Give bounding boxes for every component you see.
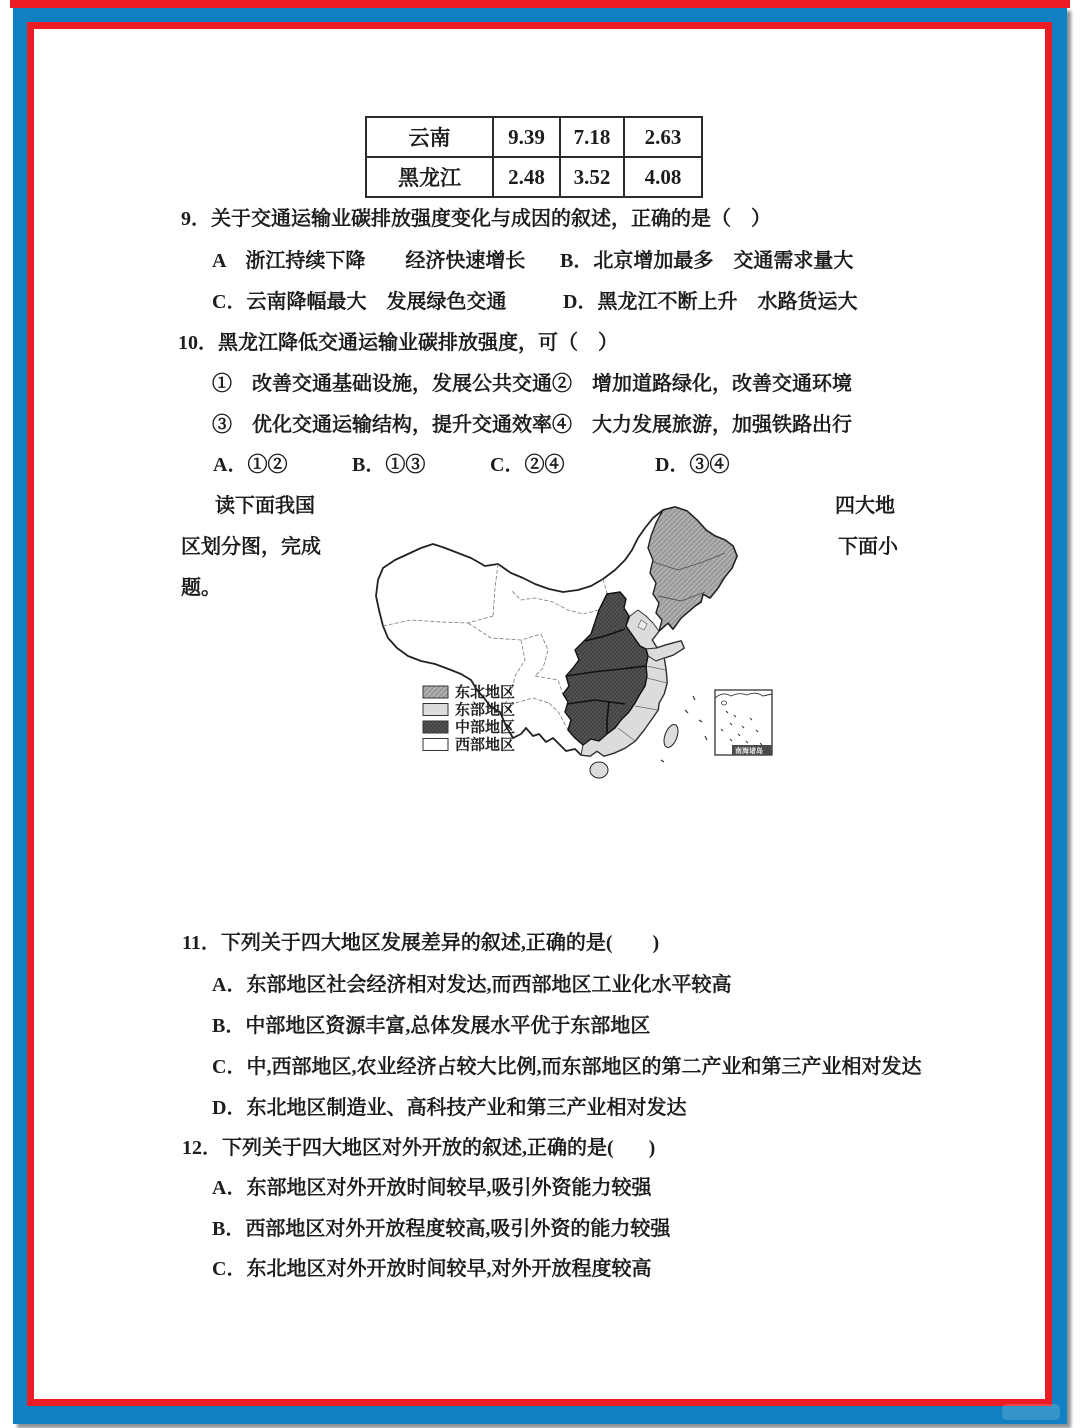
northeast-region bbox=[648, 507, 737, 631]
question-10-item-4: ④ 大力发展旅游，加强铁路出行 bbox=[552, 414, 852, 436]
legend-swatch-central bbox=[423, 721, 448, 733]
table-row bbox=[366, 117, 702, 157]
question-12-option-a: A．东部地区对外开放时间较早,吸引外资能力较强 bbox=[212, 1177, 652, 1199]
table-cell-province: 云南 bbox=[366, 117, 493, 157]
question-9-option-d: D．黑龙江不断上升 水路货运大 bbox=[563, 291, 858, 313]
question-9-option-c: C．云南降幅最大 发展绿色交通 bbox=[212, 291, 507, 313]
question-10-answer-b: B．①③ bbox=[352, 454, 426, 476]
question-9-option-a: A 浙江持续下降 经济快速增长 bbox=[212, 250, 526, 272]
question-12-option-b: B．西部地区对外开放程度较高,吸引外资的能力较强 bbox=[212, 1218, 671, 1240]
question-9-stem: 9．关于交通运输业碳排放强度变化与成因的叙述，正确的是（ ） bbox=[181, 208, 771, 230]
question-9-option-b: B．北京增加最多 交通需求量大 bbox=[560, 250, 854, 272]
question-10-answer-d: D．③④ bbox=[655, 454, 730, 476]
map-intro-left-line-2: 区划分图，完成 bbox=[181, 536, 321, 558]
table-cell-value: 2.63 bbox=[624, 117, 702, 157]
question-10-item-3: ③ 优化交通运输结构，提升交通效率 bbox=[212, 414, 552, 436]
china-regions-map bbox=[363, 498, 783, 788]
legend-label: 中部地区 bbox=[455, 720, 516, 736]
map-intro-left-line-1: 读下面我国 bbox=[215, 495, 315, 517]
question-11-option-b: B．中部地区资源丰富,总体发展水平优于东部地区 bbox=[212, 1015, 651, 1037]
question-12-stem: 12．下列关于四大地区对外开放的叙述,正确的是( ) bbox=[182, 1137, 656, 1159]
legend-swatch-west bbox=[423, 739, 448, 751]
question-11-option-c: C．中,西部地区,农业经济占较大比例,而东部地区的第二产业和第三产业相对发达 bbox=[212, 1056, 922, 1078]
legend-swatch-northeast bbox=[423, 686, 448, 698]
table-cell-value: 7.18 bbox=[560, 117, 624, 157]
question-11-option-d: D．东北地区制造业、高科技产业和第三产业相对发达 bbox=[212, 1097, 687, 1119]
inset-label: 南海诸岛 bbox=[735, 747, 763, 755]
map-intro-right-line-2: 下面小 bbox=[838, 536, 898, 558]
question-10-item-2: ② 增加道路绿化，改善交通环境 bbox=[552, 373, 852, 395]
emissions-table bbox=[365, 116, 703, 198]
table-cell-value: 2.48 bbox=[493, 157, 560, 197]
question-10-answer-c: C．②④ bbox=[490, 454, 565, 476]
question-11-option-a: A．东部地区社会经济相对发达,而西部地区工业化水平较高 bbox=[212, 974, 732, 996]
taiwan-island bbox=[661, 723, 680, 750]
south-china-sea-inset bbox=[715, 690, 772, 755]
hainan-island bbox=[590, 762, 608, 778]
map-intro-left-line-3: 题。 bbox=[181, 577, 221, 599]
legend-label: 西部地区 bbox=[455, 737, 516, 754]
legend-label: 东北地区 bbox=[455, 685, 516, 701]
map-intro-right-line-1: 四大地 bbox=[835, 495, 895, 517]
question-12-option-c: C．东北地区对外开放时间较早,对外开放程度较高 bbox=[212, 1258, 652, 1280]
table-cell-value: 9.39 bbox=[493, 117, 560, 157]
question-10-answer-a: A．①② bbox=[213, 454, 288, 476]
legend-label: 东部地区 bbox=[455, 702, 516, 719]
question-10-stem: 10．黑龙江降低交通运输业碳排放强度，可（ ） bbox=[178, 332, 618, 354]
legend-swatch-east bbox=[423, 704, 448, 716]
table-cell-value: 4.08 bbox=[624, 157, 702, 197]
table-cell-value: 3.52 bbox=[560, 157, 624, 197]
question-10-item-1: ① 改善交通基础设施，发展公共交通 bbox=[212, 373, 552, 395]
table-row bbox=[366, 157, 702, 197]
table-cell-province: 黑龙江 bbox=[366, 157, 493, 197]
map-legend bbox=[423, 683, 515, 754]
question-11-stem: 11．下列关于四大地区发展差异的叙述,正确的是( ) bbox=[182, 932, 660, 954]
